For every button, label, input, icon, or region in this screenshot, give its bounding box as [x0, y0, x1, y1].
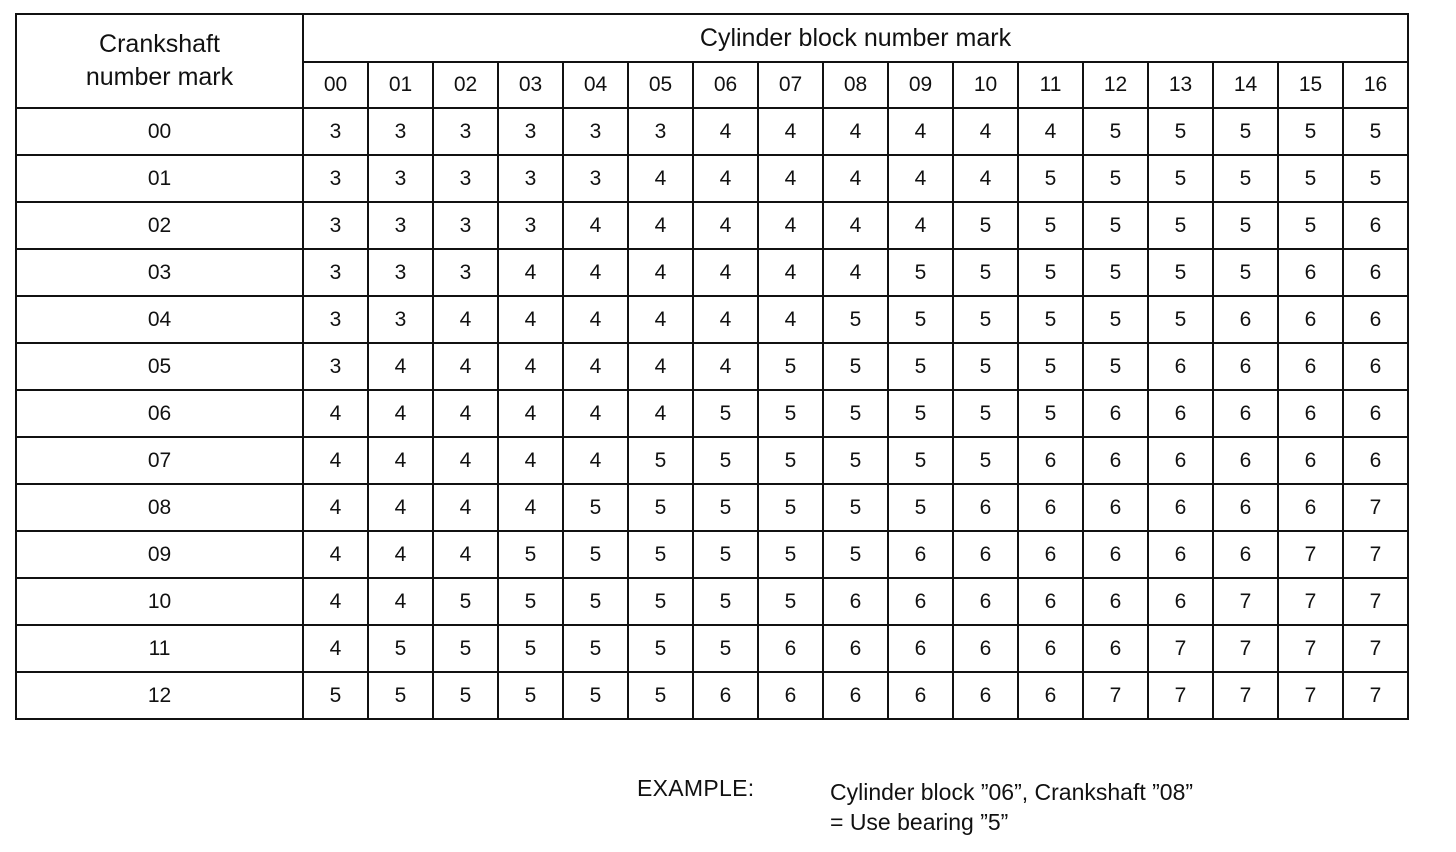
bearing-value-cell: 4 [368, 343, 433, 390]
bearing-value-cell: 5 [628, 531, 693, 578]
bearing-value-cell: 7 [1278, 625, 1343, 672]
bearing-value-cell: 5 [1083, 249, 1148, 296]
bearing-value-cell: 5 [563, 484, 628, 531]
bearing-value-cell: 6 [1083, 625, 1148, 672]
bearing-value-cell: 4 [368, 484, 433, 531]
column-header-13: 13 [1148, 62, 1213, 108]
column-header-04: 04 [563, 62, 628, 108]
table-row [16, 672, 1408, 719]
bearing-value-cell: 6 [953, 484, 1018, 531]
bearing-value-cell: 5 [1083, 155, 1148, 202]
bearing-value-cell: 5 [693, 531, 758, 578]
bearing-value-cell: 5 [563, 531, 628, 578]
bearing-value-cell: 5 [953, 202, 1018, 249]
bearing-value-cell: 3 [433, 249, 498, 296]
bearing-value-cell: 6 [1213, 437, 1278, 484]
bearing-value-cell: 4 [303, 390, 368, 437]
column-header-10: 10 [953, 62, 1018, 108]
bearing-value-cell: 3 [498, 155, 563, 202]
bearing-value-cell: 6 [1278, 249, 1343, 296]
crankshaft-mark-cell: 04 [16, 296, 303, 343]
table-body [16, 108, 1408, 719]
bearing-value-cell: 6 [1213, 390, 1278, 437]
bearing-value-cell: 3 [498, 202, 563, 249]
bearing-value-cell: 6 [1018, 437, 1083, 484]
bearing-value-cell: 3 [303, 343, 368, 390]
bearing-value-cell: 5 [1018, 202, 1083, 249]
bearing-value-cell: 4 [693, 249, 758, 296]
bearing-value-cell: 4 [888, 108, 953, 155]
bearing-value-cell: 3 [563, 108, 628, 155]
bearing-value-cell: 5 [758, 390, 823, 437]
bearing-value-cell: 4 [368, 390, 433, 437]
bearing-value-cell: 6 [1343, 296, 1408, 343]
bearing-value-cell: 5 [563, 672, 628, 719]
bearing-value-cell: 4 [823, 108, 888, 155]
bearing-value-cell: 5 [628, 625, 693, 672]
crankshaft-number-mark-header [16, 14, 303, 108]
bearing-value-cell: 5 [563, 578, 628, 625]
column-header-05: 05 [628, 62, 693, 108]
bearing-value-cell: 6 [1148, 578, 1213, 625]
bearing-value-cell: 5 [1018, 390, 1083, 437]
bearing-value-cell: 4 [693, 296, 758, 343]
bearing-value-cell: 4 [693, 155, 758, 202]
crankshaft-mark-cell: 00 [16, 108, 303, 155]
bearing-value-cell: 6 [1148, 343, 1213, 390]
bearing-value-cell: 6 [693, 672, 758, 719]
bearing-value-cell: 5 [498, 531, 563, 578]
example-line-2: = Use bearing ”5” [830, 809, 1009, 835]
bearing-value-cell: 5 [823, 484, 888, 531]
column-header-01: 01 [368, 62, 433, 108]
bearing-value-cell: 6 [1148, 437, 1213, 484]
bearing-value-cell: 7 [1213, 578, 1278, 625]
bearing-value-cell: 6 [1343, 202, 1408, 249]
bearing-value-cell: 3 [303, 296, 368, 343]
bearing-value-cell: 3 [368, 108, 433, 155]
corner-header-line-1: Crankshaft [99, 30, 220, 58]
bearing-value-cell: 4 [303, 625, 368, 672]
bearing-value-cell: 5 [823, 390, 888, 437]
bearing-value-cell: 5 [1213, 249, 1278, 296]
bearing-value-cell: 5 [628, 437, 693, 484]
bearing-value-cell: 5 [498, 578, 563, 625]
bearing-value-cell: 4 [563, 390, 628, 437]
bearing-value-cell: 5 [1148, 108, 1213, 155]
bearing-value-cell: 5 [758, 437, 823, 484]
bearing-value-cell: 5 [628, 484, 693, 531]
bearing-value-cell: 5 [563, 625, 628, 672]
bearing-value-cell: 5 [1213, 108, 1278, 155]
bearing-value-cell: 7 [1343, 484, 1408, 531]
bearing-value-cell: 6 [888, 625, 953, 672]
bearing-value-cell: 5 [433, 578, 498, 625]
bearing-value-cell: 4 [368, 437, 433, 484]
bearing-value-cell: 5 [888, 296, 953, 343]
column-header-09: 09 [888, 62, 953, 108]
bearing-value-cell: 4 [563, 296, 628, 343]
bearing-value-cell: 4 [498, 296, 563, 343]
bearing-value-cell: 6 [1083, 578, 1148, 625]
crankshaft-mark-cell: 10 [16, 578, 303, 625]
table-row [16, 578, 1408, 625]
bearing-value-cell: 4 [758, 249, 823, 296]
column-header-12: 12 [1083, 62, 1148, 108]
bearing-value-cell: 5 [1083, 343, 1148, 390]
bearing-value-cell: 4 [433, 343, 498, 390]
bearing-value-cell: 4 [823, 155, 888, 202]
bearing-value-cell: 4 [823, 249, 888, 296]
bearing-value-cell: 5 [1083, 296, 1148, 343]
bearing-value-cell: 4 [628, 390, 693, 437]
bearing-value-cell: 3 [368, 296, 433, 343]
crankshaft-mark-cell: 11 [16, 625, 303, 672]
column-header-00: 00 [303, 62, 368, 108]
table-row [16, 484, 1408, 531]
table-row [16, 202, 1408, 249]
bearing-value-cell: 5 [1343, 108, 1408, 155]
bearing-value-cell: 6 [1278, 390, 1343, 437]
header-row-top [16, 14, 1408, 62]
bearing-value-cell: 5 [1148, 249, 1213, 296]
bearing-value-cell: 6 [953, 672, 1018, 719]
bearing-value-cell: 7 [1213, 625, 1278, 672]
bearing-value-cell: 5 [693, 578, 758, 625]
bearing-value-cell: 4 [693, 202, 758, 249]
bearing-value-cell: 4 [498, 484, 563, 531]
bearing-value-cell: 5 [888, 249, 953, 296]
bearing-value-cell: 4 [368, 531, 433, 578]
bearing-value-cell: 6 [1083, 531, 1148, 578]
table-row [16, 155, 1408, 202]
bearing-value-cell: 5 [1278, 108, 1343, 155]
bearing-value-cell: 4 [303, 437, 368, 484]
bearing-value-cell: 6 [1213, 484, 1278, 531]
bearing-value-cell: 3 [303, 155, 368, 202]
bearing-value-cell: 4 [1018, 108, 1083, 155]
bearing-value-cell: 5 [1083, 108, 1148, 155]
example-line-1: Cylinder block ”06”, Crankshaft ”08” [830, 779, 1194, 805]
bearing-value-cell: 6 [1343, 390, 1408, 437]
bearing-value-cell: 6 [1213, 531, 1278, 578]
bearing-value-cell: 4 [628, 296, 693, 343]
bearing-value-cell: 6 [1213, 343, 1278, 390]
bearing-value-cell: 5 [433, 625, 498, 672]
crankshaft-mark-cell: 09 [16, 531, 303, 578]
bearing-value-cell: 7 [1343, 531, 1408, 578]
column-header-15: 15 [1278, 62, 1343, 108]
crankshaft-mark-cell: 03 [16, 249, 303, 296]
bearing-value-cell: 4 [953, 108, 1018, 155]
bearing-value-cell: 6 [1213, 296, 1278, 343]
bearing-value-cell: 6 [1018, 484, 1083, 531]
bearing-value-cell: 5 [1213, 202, 1278, 249]
bearing-value-cell: 4 [628, 343, 693, 390]
bearing-value-cell: 6 [1278, 296, 1343, 343]
bearing-value-cell: 5 [823, 296, 888, 343]
bearing-value-cell: 4 [563, 249, 628, 296]
bearing-value-cell: 4 [888, 202, 953, 249]
bearing-value-cell: 5 [693, 484, 758, 531]
bearing-value-cell: 5 [693, 625, 758, 672]
bearing-value-cell: 4 [628, 202, 693, 249]
table-row [16, 108, 1408, 155]
bearing-value-cell: 6 [888, 672, 953, 719]
bearing-value-cell: 5 [953, 343, 1018, 390]
bearing-value-cell: 5 [953, 437, 1018, 484]
bearing-value-cell: 3 [303, 202, 368, 249]
column-header-06: 06 [693, 62, 758, 108]
crankshaft-mark-cell: 12 [16, 672, 303, 719]
column-header-08: 08 [823, 62, 888, 108]
table-row [16, 296, 1408, 343]
bearing-value-cell: 5 [498, 672, 563, 719]
bearing-value-cell: 4 [628, 155, 693, 202]
column-header-02: 02 [433, 62, 498, 108]
bearing-value-cell: 4 [888, 155, 953, 202]
bearing-value-cell: 5 [953, 390, 1018, 437]
bearing-value-cell: 5 [1018, 296, 1083, 343]
bearing-value-cell: 3 [303, 249, 368, 296]
bearing-value-cell: 5 [368, 672, 433, 719]
bearing-value-cell: 6 [953, 531, 1018, 578]
bearing-value-cell: 3 [303, 108, 368, 155]
column-header-16: 16 [1343, 62, 1408, 108]
bearing-value-cell: 4 [498, 343, 563, 390]
table-row [16, 343, 1408, 390]
bearing-value-cell: 4 [563, 437, 628, 484]
bearing-value-cell: 4 [563, 343, 628, 390]
bearing-value-cell: 7 [1278, 578, 1343, 625]
bearing-value-cell: 5 [628, 672, 693, 719]
bearing-value-cell: 5 [888, 343, 953, 390]
bearing-value-cell: 5 [888, 390, 953, 437]
bearing-value-cell: 6 [1343, 249, 1408, 296]
bearing-value-cell: 3 [433, 155, 498, 202]
bearing-value-cell: 5 [888, 484, 953, 531]
bearing-value-cell: 6 [823, 672, 888, 719]
column-header-03: 03 [498, 62, 563, 108]
table-row [16, 390, 1408, 437]
bearing-value-cell: 7 [1148, 625, 1213, 672]
bearing-value-cell: 6 [1278, 437, 1343, 484]
bearing-value-cell: 6 [953, 625, 1018, 672]
bearing-value-cell: 5 [888, 437, 953, 484]
bearing-value-cell: 6 [1278, 343, 1343, 390]
column-header-11: 11 [1018, 62, 1083, 108]
crankshaft-mark-cell: 06 [16, 390, 303, 437]
bearing-value-cell: 7 [1278, 531, 1343, 578]
crankshaft-mark-cell: 02 [16, 202, 303, 249]
bearing-value-cell: 5 [1148, 155, 1213, 202]
bearing-value-cell: 4 [303, 531, 368, 578]
bearing-value-cell: 4 [628, 249, 693, 296]
bearing-value-cell: 5 [368, 625, 433, 672]
bearing-value-cell: 6 [1148, 484, 1213, 531]
bearing-value-cell: 6 [1018, 531, 1083, 578]
bearing-value-cell: 7 [1148, 672, 1213, 719]
bearing-value-cell: 4 [758, 202, 823, 249]
bearing-value-cell: 5 [823, 531, 888, 578]
bearing-value-cell: 4 [693, 108, 758, 155]
bearing-value-cell: 6 [1148, 531, 1213, 578]
bearing-value-cell: 6 [888, 531, 953, 578]
example-label: EXAMPLE: [637, 775, 755, 801]
bearing-value-cell: 5 [1343, 155, 1408, 202]
bearing-value-cell: 5 [1278, 155, 1343, 202]
bearing-value-cell: 3 [628, 108, 693, 155]
bearing-value-cell: 5 [498, 625, 563, 672]
bearing-value-cell: 4 [303, 578, 368, 625]
bearing-value-cell: 5 [1148, 296, 1213, 343]
bearing-value-cell: 5 [1018, 249, 1083, 296]
bearing-value-cell: 3 [433, 108, 498, 155]
table-row [16, 249, 1408, 296]
crankshaft-mark-cell: 01 [16, 155, 303, 202]
bearing-value-cell: 5 [1018, 343, 1083, 390]
bearing-value-cell: 7 [1343, 625, 1408, 672]
bearing-selection-table [15, 13, 1409, 720]
bearing-value-cell: 3 [433, 202, 498, 249]
bearing-value-cell: 7 [1213, 672, 1278, 719]
crankshaft-mark-cell: 05 [16, 343, 303, 390]
bearing-value-cell: 4 [693, 343, 758, 390]
bearing-value-cell: 5 [1018, 155, 1083, 202]
bearing-value-cell: 5 [823, 437, 888, 484]
bearing-value-cell: 4 [433, 390, 498, 437]
bearing-value-cell: 6 [1278, 484, 1343, 531]
bearing-value-cell: 6 [953, 578, 1018, 625]
bearing-value-cell: 4 [498, 390, 563, 437]
bearing-value-cell: 5 [693, 437, 758, 484]
bearing-value-cell: 4 [823, 202, 888, 249]
crankshaft-mark-cell: 08 [16, 484, 303, 531]
bearing-value-cell: 5 [303, 672, 368, 719]
bearing-value-cell: 5 [758, 343, 823, 390]
bearing-value-cell: 7 [1278, 672, 1343, 719]
bearing-value-cell: 5 [1278, 202, 1343, 249]
bearing-value-cell: 4 [433, 531, 498, 578]
bearing-value-cell: 4 [498, 249, 563, 296]
bearing-value-cell: 3 [368, 249, 433, 296]
bearing-value-cell: 4 [433, 437, 498, 484]
bearing-value-cell: 6 [1018, 578, 1083, 625]
bearing-value-cell: 3 [368, 202, 433, 249]
bearing-value-cell: 6 [1343, 437, 1408, 484]
bearing-value-cell: 4 [758, 108, 823, 155]
bearing-value-cell: 4 [433, 484, 498, 531]
example-text [830, 777, 1193, 837]
table-row [16, 437, 1408, 484]
bearing-value-cell: 5 [1148, 202, 1213, 249]
bearing-value-cell: 5 [823, 343, 888, 390]
bearing-value-cell: 5 [758, 578, 823, 625]
bearing-value-cell: 6 [823, 625, 888, 672]
bearing-value-cell: 6 [1083, 437, 1148, 484]
column-header-07: 07 [758, 62, 823, 108]
bearing-value-cell: 4 [758, 155, 823, 202]
bearing-value-cell: 5 [693, 390, 758, 437]
bearing-value-cell: 6 [1343, 343, 1408, 390]
bearing-value-cell: 4 [368, 578, 433, 625]
table-row [16, 625, 1408, 672]
bearing-value-cell: 6 [1018, 625, 1083, 672]
bearing-value-cell: 6 [888, 578, 953, 625]
bearing-value-cell: 4 [758, 296, 823, 343]
bearing-value-cell: 6 [1148, 390, 1213, 437]
bearing-value-cell: 3 [368, 155, 433, 202]
bearing-value-cell: 6 [758, 625, 823, 672]
bearing-value-cell: 6 [1083, 484, 1148, 531]
bearing-value-cell: 5 [758, 531, 823, 578]
bearing-value-cell: 5 [628, 578, 693, 625]
corner-header-line-2: number mark [85, 63, 234, 91]
bearing-value-cell: 5 [953, 249, 1018, 296]
bearing-value-cell: 6 [758, 672, 823, 719]
bearing-value-cell: 4 [498, 437, 563, 484]
bearing-value-cell: 4 [563, 202, 628, 249]
bearing-value-cell: 6 [1083, 390, 1148, 437]
bearing-value-cell: 5 [758, 484, 823, 531]
bearing-value-cell: 4 [953, 155, 1018, 202]
bearing-value-cell: 3 [563, 155, 628, 202]
bearing-value-cell: 7 [1343, 672, 1408, 719]
bearing-value-cell: 7 [1083, 672, 1148, 719]
bearing-value-cell: 3 [498, 108, 563, 155]
bearing-value-cell: 5 [433, 672, 498, 719]
table-row [16, 531, 1408, 578]
bearing-value-cell: 4 [303, 484, 368, 531]
bearing-value-cell: 7 [1343, 578, 1408, 625]
bearing-value-cell: 5 [953, 296, 1018, 343]
crankshaft-mark-cell: 07 [16, 437, 303, 484]
bearing-value-cell: 6 [823, 578, 888, 625]
cylinder-block-number-mark-header: Cylinder block number mark [303, 14, 1408, 62]
bearing-value-cell: 5 [1213, 155, 1278, 202]
bearing-value-cell: 6 [1018, 672, 1083, 719]
table-header [16, 14, 1408, 108]
column-header-14: 14 [1213, 62, 1278, 108]
bearing-value-cell: 4 [433, 296, 498, 343]
bearing-value-cell: 5 [1083, 202, 1148, 249]
